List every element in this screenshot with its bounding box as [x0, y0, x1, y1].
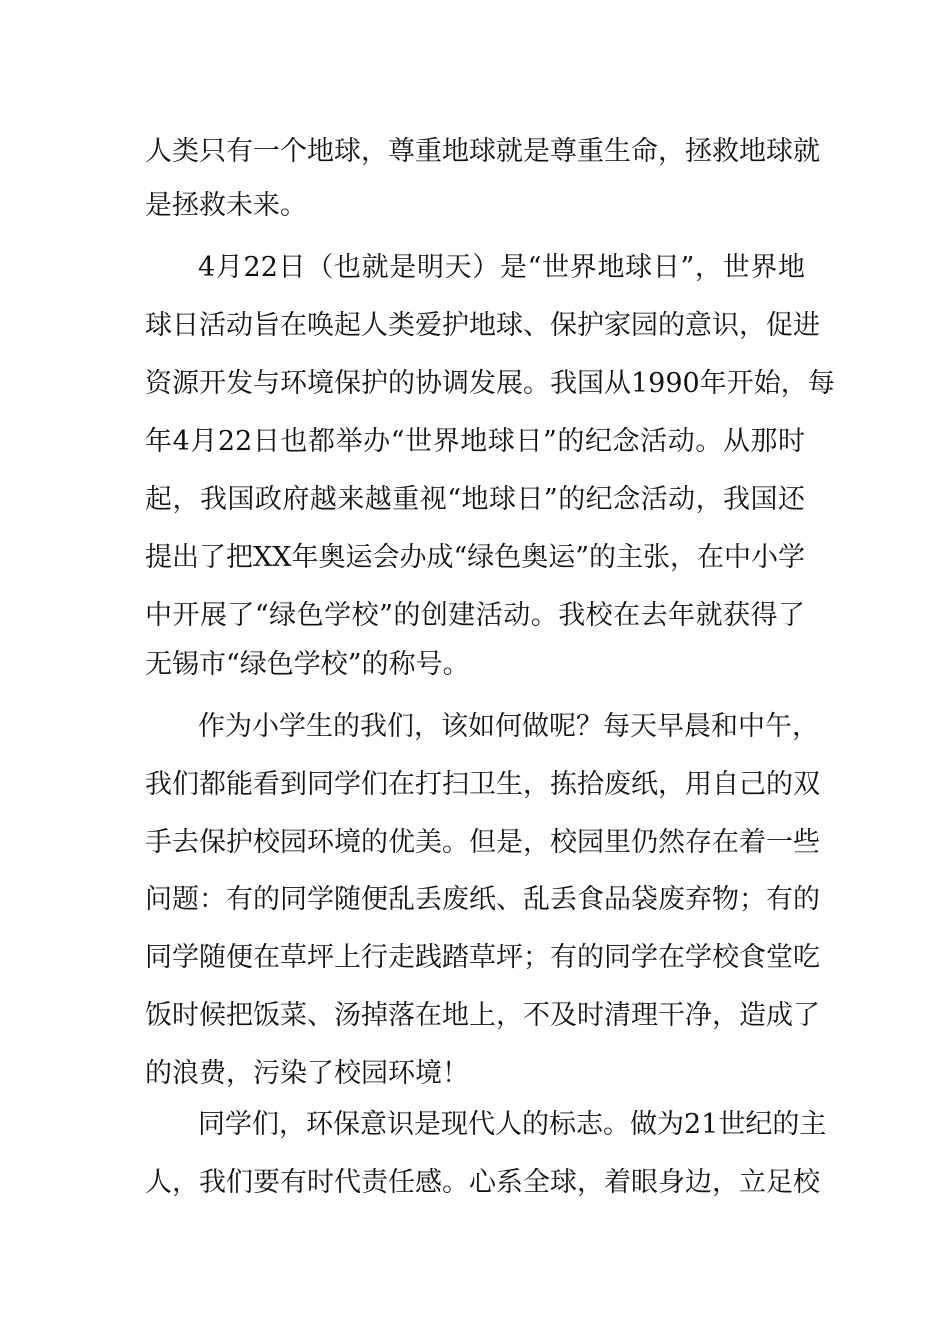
text-line: 中开展了“绿色学校”的创建活动。我校在去年就获得了 [145, 600, 805, 631]
text-line: 作为小学生的我们，该如何做呢？每天早晨和中午， [198, 711, 819, 742]
text-line: 人类只有一个地球，尊重地球就是尊重生命，拯救地球就 [145, 136, 820, 167]
text-line: 年4月22日也都举办“世界地球日”的纪念活动。从那时 [145, 426, 805, 457]
text-line: 饭时候把饭菜、汤掉落在地上，不及时清理干净，造成了 [145, 1000, 820, 1031]
text-line: 问题：有的同学随便乱丢废纸、乱丢食品袋废弃物；有的 [145, 884, 820, 915]
text-line: 同学随便在草坪上行走践踏草坪；有的同学在学校食堂吃 [145, 942, 820, 973]
text-line: 无锡市“绿色学校”的称号。 [145, 649, 470, 680]
text-line: 提出了把XX年奥运会办成“绿色奥运”的主张，在中小学 [145, 542, 806, 573]
text-line: 手去保护校园环境的优美。但是，校园里仍然存在着一些 [145, 827, 820, 858]
text-line: 4月22日（也就是明天）是“世界地球日”，世界地 [198, 252, 805, 283]
text-line: 是拯救未来。 [145, 190, 307, 221]
text-line: 起，我国政府越来越重视“地球日”的纪念活动，我国还 [145, 484, 805, 515]
text-line: 球日活动旨在唤起人类爱护地球、保护家园的意识，促进 [145, 310, 820, 341]
text-line: 同学们，环保意识是现代人的标志。做为21世纪的主 [198, 1109, 827, 1140]
text-line: 人，我们要有时代责任感。心系全球，着眼身边，立足校 [145, 1167, 820, 1198]
text-line: 资源开发与环境保护的协调发展。我国从1990年开始，每 [145, 368, 835, 399]
text-line: 我们都能看到同学们在打扫卫生，拣拾废纸，用自己的双 [145, 769, 820, 800]
text-line: 的浪费，污染了校园环境！ [145, 1058, 469, 1089]
